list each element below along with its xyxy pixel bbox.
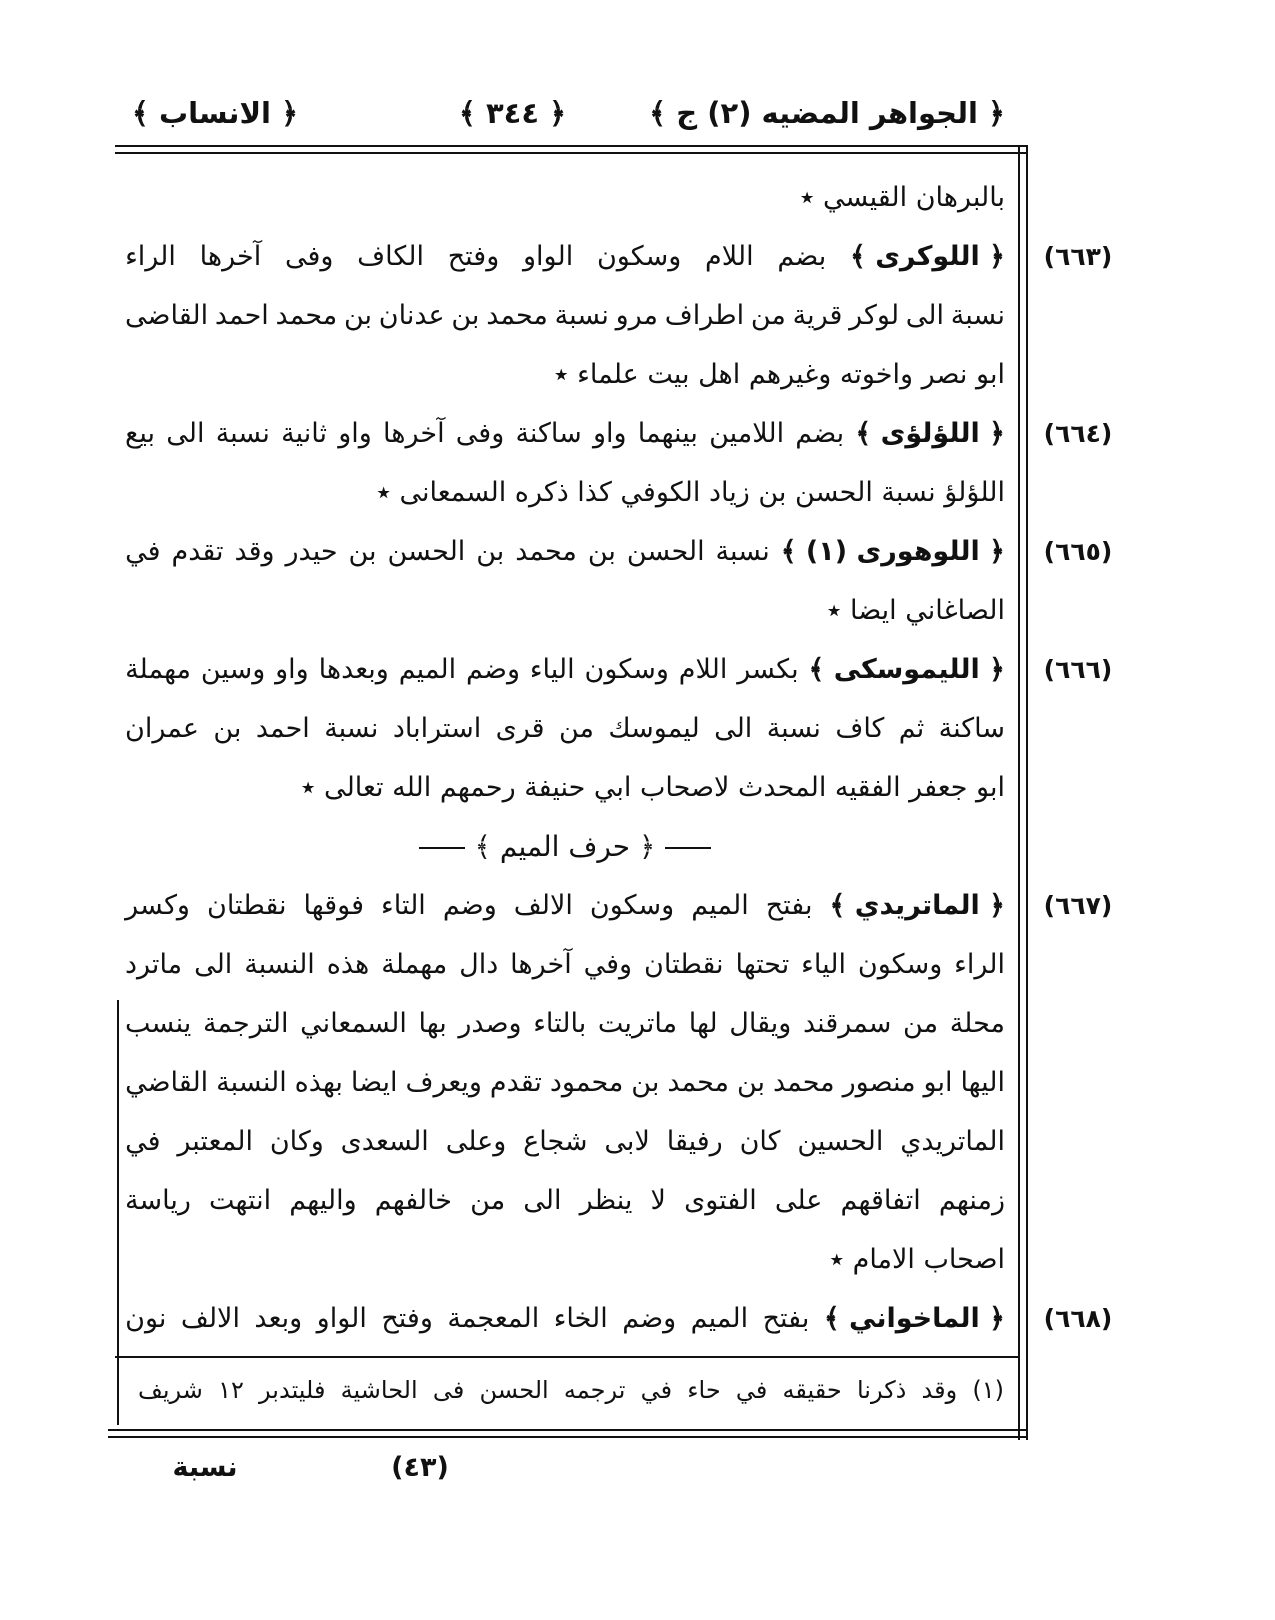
line-text: الصاغاني ايضا ٭ (826, 595, 1005, 626)
word: ماترد (125, 949, 183, 980)
word: واو (338, 418, 372, 449)
word: بالتاء (533, 1008, 587, 1039)
section-heading-row (0, 817, 1275, 876)
word: محمد (275, 300, 338, 331)
word: محمود (549, 1067, 624, 1098)
header-rule-top (115, 145, 1027, 147)
word: الخاء (553, 1303, 608, 1334)
word: السعدى (340, 1126, 429, 1157)
footnote (138, 1362, 1004, 1418)
word: زمنهم (938, 1185, 1005, 1216)
word: الحسن (387, 536, 466, 567)
word: وسكون (584, 654, 669, 685)
entry-headword: ﴿ اللوكرى ﴾ (849, 241, 1005, 272)
entry-line (0, 227, 1275, 286)
word: الياء (801, 949, 846, 980)
word: واو (592, 418, 627, 449)
word: ساكنة (938, 713, 1005, 744)
word: اطراف (664, 300, 745, 331)
word: الياء (529, 654, 575, 685)
word: بكسر (737, 654, 799, 685)
line-text: اللؤلؤ نسبة الحسن بن زياد الكوفي كذا ذكره السمعانى ٭ (376, 477, 1005, 508)
word: وسكون (589, 890, 675, 921)
word: ذكرنا (856, 1376, 907, 1404)
word: بهذه (294, 1067, 343, 1098)
line-text (125, 699, 1005, 758)
body-line (0, 286, 1275, 345)
word: النسبة (244, 949, 315, 980)
body-line (0, 463, 1275, 522)
word: الفتوى (684, 1185, 757, 1216)
word: الالف (513, 890, 573, 921)
word: الراء (125, 241, 176, 272)
word: وفى (455, 418, 505, 449)
word: الحسن (479, 1376, 549, 1404)
word: نقطتان (644, 949, 724, 980)
word: الواو (316, 1303, 367, 1334)
running-head-title: ﴿ الجواهر المضيه (٢) ج ﴾ (649, 96, 1005, 130)
word: وعلى (445, 1126, 507, 1157)
word: الحسين (797, 1126, 884, 1157)
word: هذه (326, 949, 370, 980)
word: وفتح (447, 241, 500, 272)
entry-number: (٦٦٣) (1043, 242, 1113, 271)
word: تحتها (735, 949, 790, 980)
word: عدنان (378, 300, 445, 331)
entry-line (0, 404, 1275, 463)
word: بينهما (637, 418, 698, 449)
word: نسبة (950, 300, 1005, 331)
body-line (0, 935, 1275, 994)
word: الى (523, 1185, 562, 1216)
word: بضم (777, 241, 827, 272)
word: وقد (921, 1376, 958, 1404)
word: بن (476, 536, 505, 567)
word: اللام (678, 654, 728, 685)
page-number: ﴿ ٣٤٤ ﴾ (458, 96, 567, 130)
word: نسبة (324, 713, 379, 744)
word: تقدم (171, 536, 224, 567)
word: مهملة (381, 949, 448, 980)
word: بفتح (762, 1303, 810, 1334)
word: منصور (842, 1067, 916, 1098)
word: ينظر (579, 1185, 633, 1216)
word: وبعد (254, 1303, 303, 1334)
word: من (750, 300, 786, 331)
word: بفتح (765, 890, 813, 921)
word: انتهت (209, 1185, 272, 1216)
word: اتفاقهم (840, 1185, 921, 1216)
word: استراباد (392, 713, 482, 744)
word: كان (739, 1126, 781, 1157)
line-text: ابو نصر واخوته وغيرهم اهل بيت علماء ٭ (553, 359, 1005, 390)
word: المعجمة (447, 1303, 540, 1334)
word: ويعرف (405, 1067, 482, 1098)
word: الى (714, 713, 753, 744)
word: وقد (234, 536, 275, 567)
section-heading: ﴿ حرف الميم ﴾ (125, 817, 1005, 876)
word: آخرها (383, 418, 445, 449)
word: محمد (486, 300, 548, 331)
entry-headword: ﴿ الماخواني ﴾ (823, 1303, 1005, 1334)
word: ليموسك (608, 713, 700, 744)
bottom-rule-bottom (108, 1436, 1028, 1438)
word: الالف (180, 1303, 240, 1334)
word: ماتريت (597, 1008, 678, 1039)
entry-number: (٦٦٤) (1043, 419, 1113, 448)
word: وضم (622, 1303, 677, 1334)
word: على (774, 1185, 823, 1216)
page-body (0, 168, 1275, 1348)
word: وسين (200, 654, 266, 685)
word: وضم (466, 654, 520, 685)
word: حيدر (285, 536, 338, 567)
body-line (0, 1053, 1275, 1112)
word: ترجمه (563, 1376, 626, 1404)
word: مهملة (125, 654, 192, 685)
word: وبعدها (318, 654, 389, 685)
word: نقطتان (207, 890, 287, 921)
word: من (558, 713, 594, 744)
word: الى (905, 300, 945, 331)
word: من (470, 1185, 506, 1216)
word: بن (631, 1067, 660, 1098)
word: بن (343, 300, 373, 331)
body-line (0, 345, 1275, 404)
entry-number: (٦٦٦) (1043, 655, 1113, 684)
word: بضم (795, 418, 845, 449)
line-text (125, 640, 1005, 699)
body-line (0, 994, 1275, 1053)
body-line (0, 1112, 1275, 1171)
word: في (735, 1376, 768, 1404)
word: (١) (972, 1376, 1004, 1404)
word: التاء (381, 890, 426, 921)
word: قرية (792, 300, 843, 331)
line-text: اصحاب الامام ٭ (829, 1244, 1005, 1275)
body-line (0, 168, 1275, 227)
word: نون (125, 1303, 167, 1334)
body-line (0, 758, 1275, 817)
word: نسبة (554, 300, 609, 331)
word: الترجمة (202, 1008, 289, 1039)
line-text (125, 876, 1005, 935)
bottom-rule-top (108, 1429, 1028, 1431)
word: القاضي (125, 1067, 209, 1098)
line-text: ابو جعفر الفقيه المحدث لاصحاب ابي حنيفة رحمهم الله تعالى ٭ (300, 772, 1005, 803)
entry-headword: ﴿ الليموسكى ﴾ (808, 654, 1005, 685)
word: احمد (214, 300, 269, 331)
word: فوقها (303, 890, 364, 921)
word: بن (451, 300, 480, 331)
word: وفتح (381, 1303, 433, 1334)
word: حقيقه (782, 1376, 842, 1404)
word: في (125, 1126, 161, 1157)
word: ابو (923, 1067, 953, 1098)
word: احمد (255, 713, 310, 744)
word: لوكر (849, 300, 900, 331)
word: اللامين (709, 418, 785, 449)
word: ثم (898, 713, 925, 744)
word: من (903, 1008, 939, 1039)
entry-headword: ﴿ اللوهورى (١) ﴾ (780, 536, 1005, 567)
word: ايضا (350, 1067, 398, 1098)
word: فى (432, 1376, 465, 1404)
word: وسكون (596, 241, 682, 272)
word: القاضى (125, 300, 209, 331)
entry-line (0, 1289, 1275, 1348)
word: الحاشية (340, 1376, 418, 1404)
line-text (125, 1112, 1005, 1171)
catchword: نسبة (172, 1452, 238, 1483)
word: الماتريدي (900, 1126, 1005, 1157)
word: حاء (687, 1376, 721, 1404)
word: الحسن (626, 536, 705, 567)
line-text (125, 1171, 1005, 1230)
word: شجاع (523, 1126, 588, 1157)
word: وكان (269, 1126, 324, 1157)
word: محمد (515, 536, 577, 567)
word: اليها (960, 1067, 1005, 1098)
entry-number: (٦٦٧) (1043, 891, 1113, 920)
line-text (125, 404, 1005, 463)
word: الراء (954, 949, 1005, 980)
word: ثانية (281, 418, 328, 449)
word: وفى (284, 241, 334, 272)
word: الى (166, 418, 205, 449)
word: محمد (772, 1067, 835, 1098)
entry-headword: ﴿ الماتريدي ﴾ (829, 890, 1005, 921)
word: بن (213, 713, 242, 744)
word: ١٢ (218, 1376, 244, 1404)
body-line (0, 699, 1275, 758)
word: آخرها (199, 241, 262, 272)
word: نسبة (715, 536, 770, 567)
word: شريف (138, 1376, 203, 1404)
signature-number: (٤٣) (391, 1452, 449, 1483)
word: وفي (583, 949, 633, 980)
word: اللام (705, 241, 754, 272)
word: نسبة (766, 713, 821, 744)
word: محلة (949, 1008, 1005, 1039)
line-text (125, 935, 1005, 994)
entry-number: (٦٦٨) (1043, 1304, 1113, 1333)
word: مرو (615, 300, 658, 331)
word: واليهم (289, 1185, 357, 1216)
word: نسبة (215, 418, 270, 449)
word: وصدر (458, 1008, 522, 1039)
footnote-separator (115, 1356, 1020, 1358)
word: رفيقا (666, 1126, 723, 1157)
word: النسبة (216, 1067, 287, 1098)
entry-headword: ﴿ اللؤلؤى ﴾ (855, 418, 1005, 449)
word: واو (275, 654, 309, 685)
word: فليتدبر (259, 1376, 326, 1404)
word: وكسر (125, 890, 190, 921)
line-text (125, 286, 1005, 345)
word: كاف (835, 713, 885, 744)
entry-line (0, 876, 1275, 935)
body-line (0, 1171, 1275, 1230)
line-text: بالبرهان القيسي ٭ (799, 182, 1005, 213)
word: الميم (690, 1303, 749, 1334)
word: بيع (125, 418, 156, 449)
word: ويقال (729, 1008, 792, 1039)
line-text (125, 227, 1005, 286)
word: سمرقند (803, 1008, 892, 1039)
word: قرى (495, 713, 545, 744)
line-text (125, 1289, 1005, 1348)
word: بها (418, 1008, 447, 1039)
word: عمران (125, 713, 199, 744)
word: دال (459, 949, 499, 980)
word: خالفهم (374, 1185, 452, 1216)
line-text (125, 522, 1005, 581)
word: لابى (604, 1126, 650, 1157)
running-head-section: ﴿ الانساب ﴾ (131, 96, 299, 130)
entry-number: (٦٦٥) (1043, 537, 1113, 566)
word: الكاف (357, 241, 424, 272)
word: بن (587, 536, 616, 567)
entry-line (0, 522, 1275, 581)
word: في (640, 1376, 673, 1404)
word: بن (736, 1067, 766, 1098)
word: رياسة (125, 1185, 191, 1216)
line-text (125, 994, 1005, 1053)
line-text (125, 1053, 1005, 1112)
word: وضم (442, 890, 497, 921)
word: ينسب (125, 1008, 192, 1039)
body-line (0, 581, 1275, 640)
entry-line (0, 640, 1275, 699)
word: في (125, 536, 161, 567)
word: لا (650, 1185, 666, 1216)
word: محمد (667, 1067, 729, 1098)
body-line (0, 1230, 1275, 1289)
word: السمعاني (300, 1008, 407, 1039)
word: الواو (522, 241, 574, 272)
word: بن (348, 536, 377, 567)
word: ساكنة (515, 418, 582, 449)
word: الميم (398, 654, 457, 685)
word: الميم (691, 890, 749, 921)
word: آخرها (510, 949, 572, 980)
word: الى (194, 949, 233, 980)
header-rule-bottom (115, 152, 1027, 154)
word: تقدم (489, 1067, 542, 1098)
word: لها (688, 1008, 718, 1039)
word: وسكون (857, 949, 943, 980)
word: المعتبر (177, 1126, 253, 1157)
